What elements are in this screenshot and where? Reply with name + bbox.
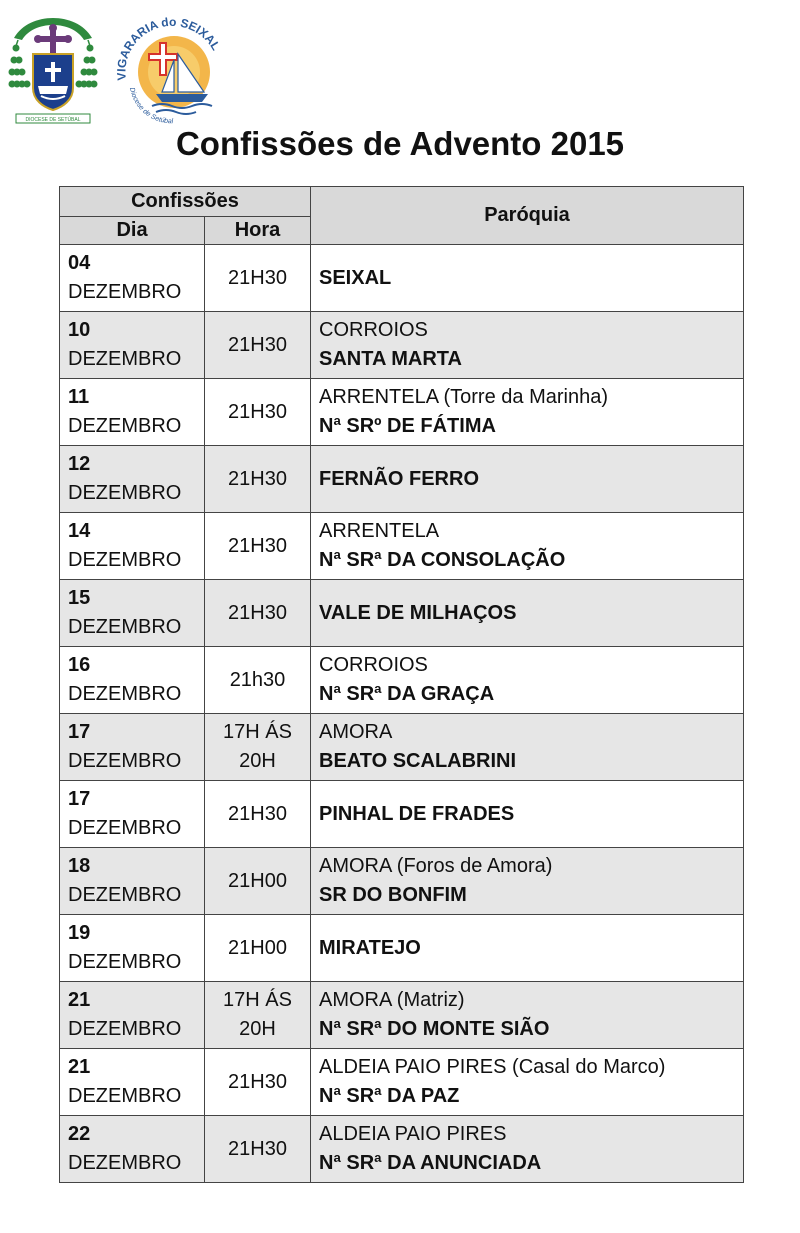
table-row bbox=[60, 580, 744, 647]
hora-cell bbox=[205, 513, 311, 580]
parish-name: SANTA MARTA bbox=[319, 348, 462, 370]
svg-text:VIGARARIA do SEIXAL: VIGARARIA do SEIXAL bbox=[114, 14, 224, 81]
month-label: DEZEMBRO bbox=[68, 1018, 182, 1040]
coat-of-arms-icon bbox=[8, 10, 98, 125]
day-number: 04 bbox=[68, 252, 91, 274]
hora-cell bbox=[205, 312, 311, 379]
hora-column-header: Hora bbox=[205, 217, 311, 245]
parish-name: MIRATEJO bbox=[319, 936, 421, 959]
table-row bbox=[60, 781, 744, 848]
dia-cell bbox=[60, 848, 205, 915]
day-number: 18 bbox=[68, 855, 91, 877]
paroquia-cell bbox=[311, 1116, 744, 1183]
locality-label: ALDEIA PAIO PIRES bbox=[319, 1123, 507, 1145]
month-label: DEZEMBRO bbox=[68, 683, 182, 705]
confissoes-group-header: Confissões bbox=[60, 187, 311, 217]
hora-cell bbox=[205, 647, 311, 714]
hora-cell bbox=[205, 1116, 311, 1183]
hora-cell bbox=[205, 915, 311, 982]
parish-name: FERNÃO FERRO bbox=[319, 467, 479, 490]
locality-label: AMORA (Foros de Amora) bbox=[319, 855, 553, 877]
dia-column-header: Dia bbox=[60, 217, 205, 245]
hora-value: 21H00 bbox=[228, 936, 287, 959]
dia-cell bbox=[60, 781, 205, 848]
hora-cell bbox=[205, 1049, 311, 1116]
hora-value: 21H30 bbox=[228, 802, 287, 825]
day-number: 10 bbox=[68, 319, 91, 341]
parish-name: Nª SRª DA GRAÇA bbox=[319, 683, 495, 705]
hora-cell bbox=[205, 580, 311, 647]
dia-cell bbox=[60, 312, 205, 379]
hora-value: 21h30 bbox=[229, 668, 286, 691]
paroquia-cell bbox=[311, 714, 744, 781]
vigararia-emblem-icon bbox=[112, 10, 232, 125]
month-label: DEZEMBRO bbox=[68, 348, 182, 370]
table-row bbox=[60, 446, 744, 513]
day-number: 15 bbox=[68, 587, 91, 609]
hora-value: 21H30 bbox=[228, 534, 287, 557]
confession-schedule-table bbox=[59, 186, 744, 1183]
table-row bbox=[60, 915, 744, 982]
paroquia-cell bbox=[311, 915, 744, 982]
paroquia-cell bbox=[311, 245, 744, 312]
parish-name: Nª SRª DA ANUNCIADA bbox=[319, 1152, 542, 1174]
month-label: DEZEMBRO bbox=[68, 616, 182, 638]
table-row bbox=[60, 714, 744, 781]
dia-cell bbox=[60, 513, 205, 580]
day-number: 22 bbox=[68, 1123, 91, 1145]
svg-text:Diocese de Setúbal: Diocese de Setúbal bbox=[127, 86, 174, 125]
table-row bbox=[60, 848, 744, 915]
day-number: 21 bbox=[68, 1056, 91, 1078]
day-number: 21 bbox=[68, 989, 91, 1011]
parish-name: SEIXAL bbox=[319, 266, 392, 289]
day-number: 17 bbox=[68, 721, 91, 743]
table-row bbox=[60, 1116, 744, 1183]
month-label: DEZEMBRO bbox=[68, 482, 182, 504]
hora-value: 21H30 bbox=[228, 266, 287, 289]
parish-name: SR DO BONFIM bbox=[319, 884, 467, 906]
dia-cell bbox=[60, 446, 205, 513]
day-number: 11 bbox=[68, 386, 90, 408]
hora-cell bbox=[205, 982, 311, 1049]
paroquia-cell bbox=[311, 379, 744, 446]
month-label: DEZEMBRO bbox=[68, 281, 182, 303]
parish-name: Nª SRª DA PAZ bbox=[319, 1085, 460, 1107]
dia-cell bbox=[60, 379, 205, 446]
day-number: 17 bbox=[68, 788, 91, 810]
dia-cell bbox=[60, 714, 205, 781]
parish-name: VALE DE MILHAÇOS bbox=[319, 601, 517, 624]
paroquia-cell bbox=[311, 982, 744, 1049]
table-row bbox=[60, 245, 744, 312]
day-number: 16 bbox=[68, 654, 91, 676]
page-title: Confissões de Advento 2015 bbox=[175, 125, 625, 162]
hora-value: 21H30 bbox=[228, 1137, 287, 1160]
hora-cell bbox=[205, 446, 311, 513]
hora-value: 21H30 bbox=[228, 467, 287, 490]
day-number: 19 bbox=[68, 922, 91, 944]
paroquia-cell bbox=[311, 1049, 744, 1116]
parish-name: Nª SRª DO MONTE SIÃO bbox=[319, 1018, 550, 1040]
month-label: DEZEMBRO bbox=[68, 750, 182, 772]
paroquia-cell bbox=[311, 446, 744, 513]
paroquia-cell bbox=[311, 312, 744, 379]
dia-cell bbox=[60, 580, 205, 647]
dia-cell bbox=[60, 245, 205, 312]
locality-label: ARRENTELA bbox=[319, 520, 440, 542]
dia-cell bbox=[60, 647, 205, 714]
dia-cell bbox=[60, 982, 205, 1049]
month-label: DEZEMBRO bbox=[68, 951, 182, 973]
parish-name: Nª SRª DA CONSOLAÇÃO bbox=[319, 549, 566, 571]
paroquia-cell bbox=[311, 848, 744, 915]
month-label: DEZEMBRO bbox=[68, 1085, 182, 1107]
vigararia-seixal-logo bbox=[112, 10, 232, 125]
locality-label: ARRENTELA (Torre da Marinha) bbox=[319, 386, 608, 408]
table-row bbox=[60, 312, 744, 379]
hora-value: 21H00 bbox=[228, 869, 287, 892]
parish-name: BEATO SCALABRINI bbox=[319, 750, 517, 772]
hora-value: 21H30 bbox=[228, 400, 287, 423]
dia-cell bbox=[60, 1049, 205, 1116]
month-label: DEZEMBRO bbox=[68, 415, 182, 437]
table-row bbox=[60, 982, 744, 1049]
table-row bbox=[60, 379, 744, 446]
locality-label: CORROIOS bbox=[319, 319, 428, 341]
parish-name: Nª SRº DE FÁTIMA bbox=[319, 415, 496, 437]
dia-cell bbox=[60, 1116, 205, 1183]
table-row bbox=[60, 1049, 744, 1116]
paroquia-cell bbox=[311, 580, 744, 647]
table-row bbox=[60, 513, 744, 580]
day-number: 14 bbox=[68, 520, 91, 542]
hora-value: 17H ÁS 20H bbox=[223, 989, 292, 1040]
locality-label: AMORA bbox=[319, 721, 393, 743]
paroquia-column-header: Paróquia bbox=[311, 187, 744, 245]
hora-value: 17H ÁS 20H bbox=[223, 721, 292, 772]
paroquia-cell bbox=[311, 513, 744, 580]
locality-label: ALDEIA PAIO PIRES (Casal do Marco) bbox=[319, 1056, 666, 1078]
hora-cell bbox=[205, 848, 311, 915]
hora-value: 21H30 bbox=[228, 1070, 287, 1093]
hora-cell bbox=[205, 245, 311, 312]
hora-cell bbox=[205, 781, 311, 848]
parish-name: PINHAL DE FRADES bbox=[319, 802, 515, 825]
hora-value: 21H30 bbox=[228, 601, 287, 624]
paroquia-cell bbox=[311, 647, 744, 714]
svg-text:DIOCESE DE SETÚBAL: DIOCESE DE SETÚBAL bbox=[25, 117, 81, 123]
locality-label: CORROIOS bbox=[319, 654, 428, 676]
dia-cell bbox=[60, 915, 205, 982]
month-label: DEZEMBRO bbox=[68, 549, 182, 571]
hora-value: 21H30 bbox=[228, 333, 287, 356]
locality-label: AMORA (Matriz) bbox=[319, 989, 465, 1011]
hora-cell bbox=[205, 379, 311, 446]
day-number: 12 bbox=[68, 453, 91, 475]
hora-cell bbox=[205, 714, 311, 781]
month-label: DEZEMBRO bbox=[68, 1152, 182, 1174]
month-label: DEZEMBRO bbox=[68, 817, 182, 839]
diocese-coat-of-arms-logo bbox=[8, 10, 98, 125]
table-row bbox=[60, 647, 744, 714]
month-label: DEZEMBRO bbox=[68, 884, 182, 906]
paroquia-cell bbox=[311, 781, 744, 848]
